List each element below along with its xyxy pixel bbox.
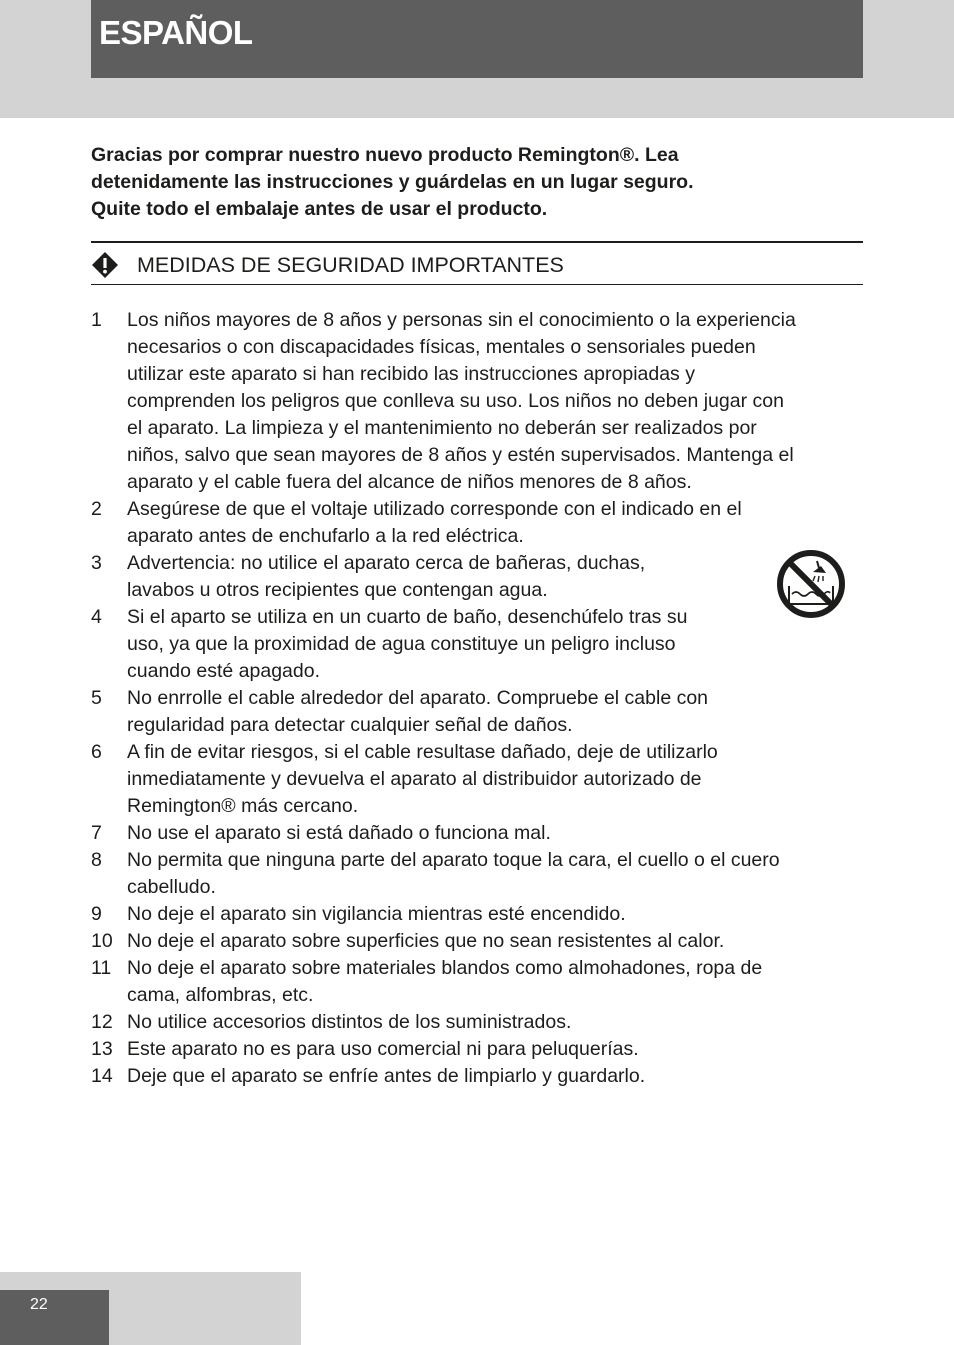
item-text-line: Los niños mayores de 8 años y personas sin el conocimiento o la experiencia [127,309,796,331]
item-number: 14 [91,1065,113,1087]
item-text-line: utilizar este aparato si han recibido las instrucciones apropiadas y [127,363,695,385]
item-text-line: necesarios o con discapacidades físicas, mentales o sensoriales pueden [127,336,756,358]
item-text [127,847,863,901]
list-item [91,1036,863,1063]
intro-line: Gracias por comprar nuestro nuevo producto Remington®. Lea [91,144,679,166]
section-title: MEDIDAS DE SEGURIDAD IMPORTANTES [137,252,564,277]
item-text-line: No deje el aparato sobre superficies que no sean resistentes al calor. [127,930,725,952]
item-text-line: Si el aparto se utiliza en un cuarto de baño, desenchúfelo tras su [127,606,688,628]
list-item [91,1063,863,1090]
item-text-line: Deje que el aparato se enfríe antes de limpiarlo y guardarlo. [127,1065,646,1087]
item-number: 2 [91,498,102,520]
item-text [127,550,863,604]
item-text [127,1063,863,1090]
item-text [127,901,863,928]
item-text [127,820,863,847]
page-title: ESPAÑOL [99,14,253,51]
safety-list [91,307,863,1090]
item-text-line: comprenden los peligros que conlleva su uso. Los niños no deben jugar con [127,390,784,412]
item-text-line: Asegúrese de que el voltaje utilizado corresponde con el indicado en el [127,498,742,520]
list-item [91,820,863,847]
item-text-line: inmediatamente y devuelva el aparato al distribuidor autorizado de [127,768,702,790]
item-text [127,739,863,820]
item-text-line: No deje el aparato sin vigilancia mientras esté encendido. [127,903,626,925]
item-number: 9 [91,903,102,925]
item-text-line: No utilice accesorios distintos de los suministrados. [127,1011,572,1033]
item-text-line: aparato antes de enchufarlo a la red eléctrica. [127,525,524,547]
section-rule-top [91,241,863,243]
item-number: 10 [91,930,113,952]
item-text-line: Remington® más cercano. [127,795,359,817]
item-text-line: Este aparato no es para uso comercial ni para peluquerías. [127,1038,639,1060]
item-text-line: No use el aparato si está dañado o funciona mal. [127,822,551,844]
item-text-line: No permita que ninguna parte del aparato toque la cara, el cuello o el cuero [127,849,780,871]
list-item [91,1009,863,1036]
item-number: 1 [91,309,102,331]
warning-diamond-icon [91,251,119,279]
item-text-line: No enrrolle el cable alrededor del aparato. Compruebe el cable con [127,687,709,709]
list-item [91,307,863,496]
list-item [91,847,863,901]
page-number: 22 [30,1296,48,1313]
item-number: 8 [91,849,102,871]
item-text-line: aparato y el cable fuera del alcance de niños menores de 8 años. [127,471,692,493]
item-text [127,955,863,1009]
item-text-line: No deje el aparato sobre materiales blandos como almohadones, ropa de [127,957,763,979]
page-number-box [0,1290,109,1345]
item-number: 7 [91,822,102,844]
item-number: 12 [91,1011,113,1033]
item-text-line: el aparato. La limpieza y el mantenimiento no deberán ser realizados por [127,417,757,439]
item-text-line: niños, salvo que sean mayores de 8 años y estén supervisados. Mantenga el [127,444,794,466]
list-item [91,928,863,955]
list-item [91,496,863,550]
item-text [127,1009,863,1036]
item-text-line: cabelludo. [127,876,216,898]
item-text-line: cama, alfombras, etc. [127,984,314,1006]
item-text [127,307,863,496]
item-text [127,685,863,739]
item-text [127,496,863,550]
intro-line: Quite todo el embalaje antes de usar el producto. [91,198,548,220]
list-item [91,685,863,739]
list-item [91,901,863,928]
item-number: 11 [91,957,112,979]
section-rule-bottom [91,284,863,285]
list-item [91,550,863,604]
list-item [91,739,863,820]
item-text-line: regularidad para detectar cualquier señal de daños. [127,714,573,736]
item-text-line: Advertencia: no utilice el aparato cerca de bañeras, duchas, [127,552,646,574]
item-text-line: lavabos u otros recipientes que contengan agua. [127,579,548,601]
item-text-line: uso, ya que la proximidad de agua constituye un peligro incluso [127,633,676,655]
item-text [127,928,863,955]
title-bar [91,0,863,78]
item-number: 4 [91,606,102,628]
item-number: 5 [91,687,102,709]
item-text-line: A fin de evitar riesgos, si el cable resultase dañado, deje de utilizarlo [127,741,718,763]
intro-line: detenidamente las instrucciones y guárdelas en un lugar seguro. [91,171,694,193]
list-item [91,604,863,685]
no-water-bath-icon [775,548,847,620]
intro-text [91,142,851,223]
item-text [127,1036,863,1063]
item-number: 13 [91,1038,113,1060]
item-text-line: cuando esté apagado. [127,660,321,682]
item-text [127,604,863,685]
item-number: 6 [91,741,102,763]
section-heading [91,250,564,280]
list-item [91,955,863,1009]
item-number: 3 [91,552,102,574]
